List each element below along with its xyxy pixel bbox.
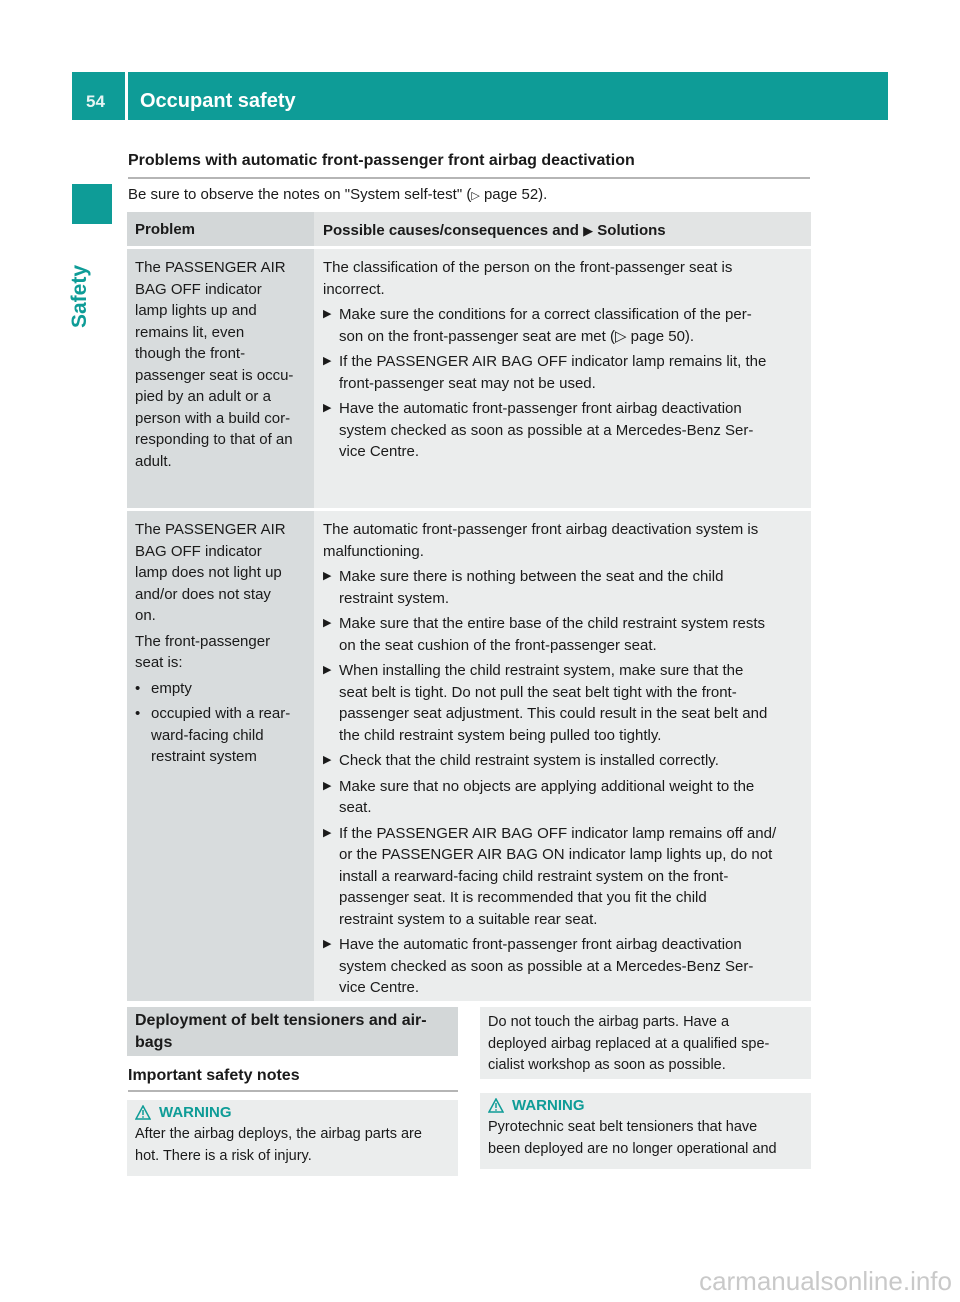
- solution-step-line: on the seat cushion of the front-passenger seat.: [339, 636, 657, 654]
- solution-arrow-icon: ▶: [583, 223, 594, 238]
- problem-line: adult.: [135, 452, 172, 470]
- step-arrow-icon: ▶: [323, 308, 332, 320]
- solution-step-line: Make sure that the entire base of the child restraint system rests: [339, 615, 766, 632]
- problem-line: pied by an adult or a: [135, 388, 271, 405]
- solution-step-line: or the PASSENGER AIR BAG ON indicator lamp lights up, do not: [339, 846, 773, 863]
- bullet-icon: •: [135, 679, 141, 697]
- warning-label: WARNING: [159, 1104, 232, 1121]
- list-item-line: occupied with a rear-: [151, 705, 291, 722]
- warning-text-line: hot. There is a risk of injury.: [135, 1147, 312, 1164]
- header-solutions-text: Solutions: [593, 222, 666, 239]
- section-title: Problems with automatic front-passenger front airbag deactivation: [128, 152, 635, 169]
- problem-line: though the front-: [135, 345, 246, 362]
- solution-step: [323, 823, 803, 931]
- section2-title: [127, 1007, 458, 1057]
- solution-step: [323, 776, 803, 819]
- list-item-line: restraint system: [151, 748, 257, 765]
- problem-bullets: [135, 678, 306, 768]
- note-text-line: deployed airbag replaced at a qualified spe-: [488, 1035, 770, 1052]
- solution-step-line: install a rearward-facing child restraint system on the front-: [339, 867, 729, 885]
- side-tab-block: [72, 184, 112, 224]
- warning-text: [488, 1117, 803, 1160]
- intro-text: Be sure to observe the notes on "System self-test" (: [128, 186, 472, 203]
- problem-line: The front-passenger: [135, 632, 271, 650]
- bullet-icon: •: [135, 705, 141, 722]
- solution-step-line: passenger seat adjustment. This could result in the seat belt and: [339, 705, 768, 722]
- solution-step-line: vice Centre.: [339, 979, 420, 996]
- table-row: [127, 249, 811, 508]
- cause-line: The classification of the person on the front-passenger seat is: [323, 259, 733, 276]
- solution-step-line: the child restraint system being pulled too tightly.: [339, 726, 662, 744]
- solution-step-line: system checked as soon as possible at a Mercedes-Benz Ser-: [339, 421, 754, 439]
- solution-step-line: Make sure that no objects are applying additional weight to the: [339, 777, 755, 795]
- solution-step: [323, 398, 803, 463]
- header-problem: Problem: [127, 212, 314, 246]
- header-divider: [125, 72, 128, 120]
- solution-steps: [323, 304, 803, 463]
- step-arrow-icon: ▶: [323, 664, 332, 676]
- warning-title: [488, 1097, 803, 1114]
- problem-cell: [127, 249, 314, 508]
- warning-text-line: Pyrotechnic seat belt tensioners that have: [488, 1119, 758, 1135]
- solution-step: [323, 660, 803, 746]
- cause-line: incorrect.: [323, 280, 385, 298]
- problem-line: passenger seat is occu-: [135, 366, 294, 384]
- solution-step-line: Make sure there is nothing between the seat and the child: [339, 568, 724, 585]
- problem-line: lamp does not light up: [135, 564, 282, 581]
- warning-text: [135, 1124, 450, 1167]
- header-bar: [72, 72, 888, 120]
- list-item: [135, 678, 306, 700]
- section-intro: [128, 186, 547, 203]
- note-box: [480, 1007, 811, 1079]
- warning-box-1: [127, 1100, 458, 1176]
- header-causes-text: Possible causes/consequences and: [323, 222, 584, 239]
- problem-line: BAG OFF indicator: [135, 280, 262, 298]
- step-arrow-icon: ▶: [323, 355, 332, 367]
- note-text-line: Do not touch the airbag parts. Have a: [488, 1014, 730, 1030]
- solution-step: [323, 351, 803, 394]
- problem-line: on.: [135, 607, 156, 624]
- page-number: 54: [86, 92, 105, 111]
- step-arrow-icon: ▶: [323, 938, 332, 950]
- solution-step: [323, 566, 803, 609]
- problem-line: The PASSENGER AIR: [135, 259, 286, 276]
- section2-title-line: Deployment of belt tensioners and air-: [135, 1012, 427, 1029]
- warning-triangle-icon: [488, 1098, 504, 1113]
- solution-cell: [314, 511, 811, 1001]
- problem-line: seat is:: [135, 654, 183, 671]
- section2-title-line: bags: [135, 1034, 173, 1051]
- solution-steps: [323, 566, 803, 999]
- cause-line: malfunctioning.: [323, 542, 424, 560]
- problem-line: BAG OFF indicator: [135, 542, 262, 560]
- solution-step-line: If the PASSENGER AIR BAG OFF indicator lamp remains off and/: [339, 824, 777, 842]
- chapter-title: Occupant safety: [140, 90, 296, 112]
- list-item-line: empty: [151, 679, 192, 697]
- intro-page-ref[interactable]: page 52).: [479, 186, 548, 203]
- problem-line: lamp lights up and: [135, 302, 257, 319]
- step-arrow-icon: ▶: [323, 826, 332, 839]
- solution-step-line: Make sure the conditions for a correct classification of the per-: [339, 306, 752, 323]
- solution-step-line: seat belt is tight. Do not pull the seat belt tight with the front-: [339, 683, 737, 701]
- warning-text-line: After the airbag deploys, the airbag parts are: [135, 1126, 422, 1142]
- step-arrow-icon: ▶: [323, 754, 332, 766]
- page-ref-arrow-icon: ▷: [471, 190, 480, 202]
- warning-label: WARNING: [512, 1097, 585, 1114]
- solution-step-line: vice Centre.: [339, 443, 420, 460]
- solution-step-line: passenger seat. It is recommended that you fit the child: [339, 889, 707, 906]
- watermark: carmanualsonline.info: [699, 1266, 952, 1296]
- solution-step-line: Have the automatic front-passenger front airbag deactivation: [339, 936, 742, 953]
- solution-cell: [314, 249, 811, 508]
- solution-step: [323, 750, 803, 772]
- problem-line: responding to that of an: [135, 431, 293, 448]
- problem-text: [135, 257, 306, 472]
- solution-step-line: When installing the child restraint system, make sure that the: [339, 662, 744, 679]
- important-safety-notes-heading: Important safety notes: [128, 1067, 300, 1084]
- step-arrow-icon: ▶: [323, 570, 332, 582]
- note-text-line: cialist workshop as soon as possible.: [488, 1057, 726, 1073]
- solution-step-line: Check that the child restraint system is installed correctly.: [339, 752, 719, 769]
- solution-step-line: restraint system.: [339, 589, 450, 607]
- problems-table: [127, 212, 811, 1001]
- solution-step-line: system checked as soon as possible at a Mercedes-Benz Ser-: [339, 957, 754, 975]
- step-arrow-icon: ▶: [323, 402, 332, 414]
- solution-step-line: If the PASSENGER AIR BAG OFF indicator lamp remains lit, the: [339, 353, 767, 370]
- step-arrow-icon: ▶: [323, 617, 332, 629]
- solution-step-line: son on the front-passenger seat are met (▷ page 50).: [339, 327, 695, 345]
- cause-text: [323, 519, 803, 562]
- problem-line: person with a build cor-: [135, 409, 291, 427]
- solution-step-line: seat.: [339, 799, 372, 816]
- solution-step: [323, 304, 803, 347]
- cause-line: The automatic front-passenger front airbag deactivation system is: [323, 521, 759, 538]
- list-item-line: ward-facing child: [151, 726, 264, 744]
- subheading-rule: [128, 1090, 458, 1092]
- table-row: [127, 511, 811, 1001]
- problem-line: and/or does not stay: [135, 585, 271, 603]
- warning-text-line: been deployed are no longer operational and: [488, 1140, 777, 1157]
- problem-text-2: [135, 631, 306, 674]
- solution-step-line: restraint system to a suitable rear seat.: [339, 910, 598, 928]
- solution-step-line: front-passenger seat may not be used.: [339, 374, 596, 392]
- warning-box-2: [480, 1093, 811, 1169]
- section2-heading-box: [127, 1007, 458, 1056]
- table-header-row: [127, 212, 811, 246]
- problem-line: remains lit, even: [135, 323, 245, 341]
- header-causes: [314, 212, 811, 246]
- problem-text: [135, 519, 306, 627]
- list-item: [135, 703, 306, 768]
- cause-text: [323, 257, 803, 300]
- solution-step: [323, 613, 803, 656]
- warning-title: [135, 1104, 450, 1121]
- section-rule: [128, 177, 810, 179]
- solution-step: [323, 934, 803, 999]
- note-text: [480, 1007, 811, 1082]
- warning-triangle-icon: [135, 1105, 151, 1120]
- solution-step-line: Have the automatic front-passenger front airbag deactivation: [339, 400, 742, 417]
- problem-line: The PASSENGER AIR: [135, 521, 286, 538]
- problem-cell: [127, 511, 314, 1001]
- step-arrow-icon: ▶: [323, 779, 332, 792]
- side-tab-label: Safety: [68, 264, 91, 328]
